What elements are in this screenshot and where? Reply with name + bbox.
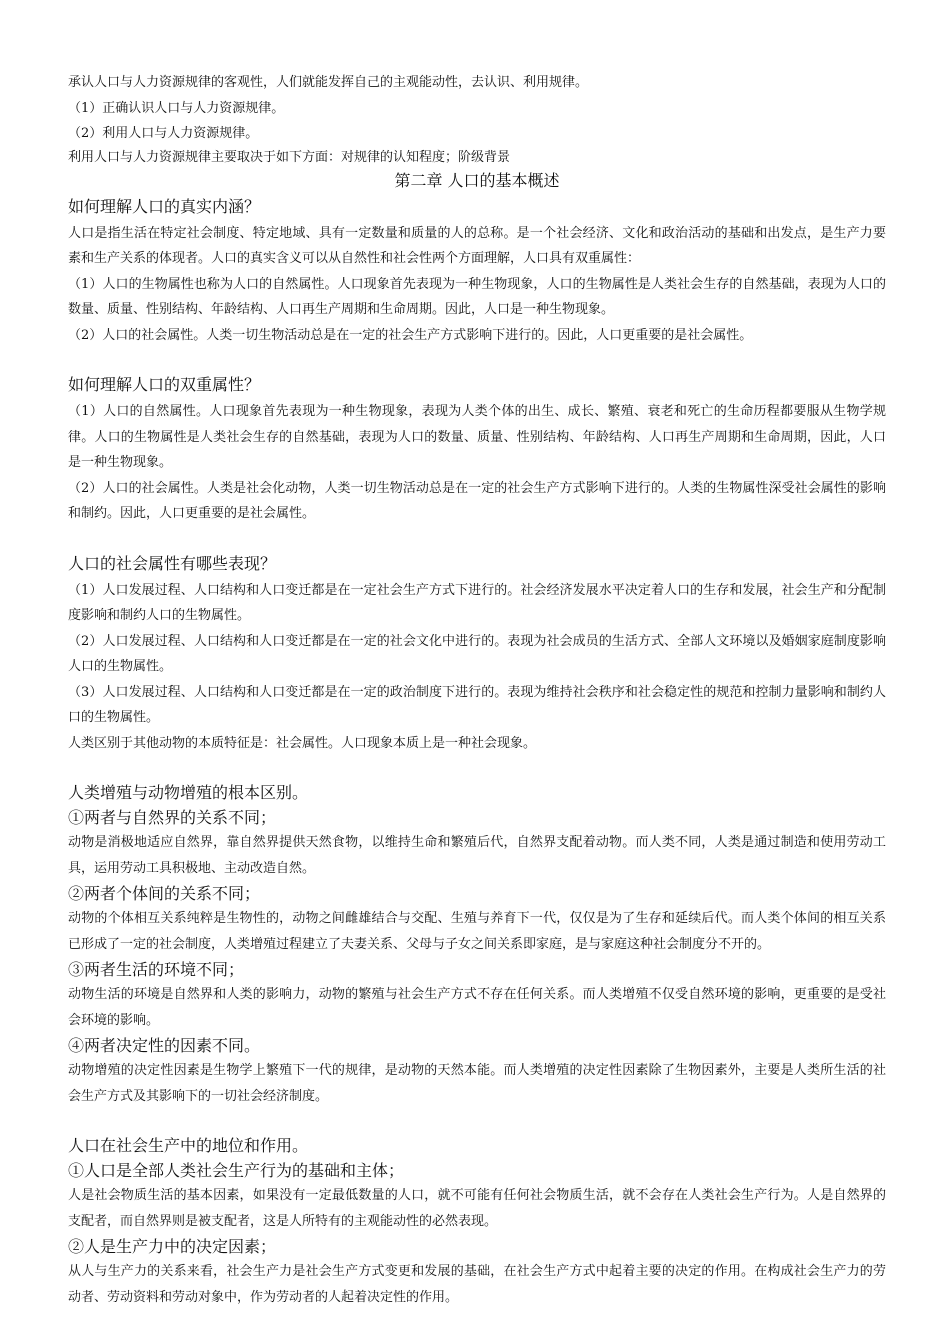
sub-paragraph: 从人与生产力的关系来看，社会生产力是社会生产方式变更和发展的基础，在社会生产方式中起着主要的决定的作用。在构成社会生产力的劳动者、劳动资料和劳动对象中，作为劳动者的人起着决定性的作用。 bbox=[68, 1264, 886, 1305]
section-heading-1: 如何理解人口的真实内涵？ bbox=[68, 196, 261, 216]
section-3-paragraph: 人类区别于其他动物的本质特征是：社会属性。人口现象本质上是一种社会现象。 bbox=[68, 735, 537, 751]
section-2-paragraph: （1）人口的自然属性。人口现象首先表现为一种生物现象，表现为人类个体的出生、成长、繁殖、衰老和死亡的生命历程都要服从生物学规律。人口的生物属性是人类社会生存的自然基础，表现为人口的数量、质量、性别结构、年龄结构、人口再生产周期和生命周期，因此，人口是一种生物现象。 bbox=[68, 404, 886, 470]
section-1-paragraph: 人口是指生活在特定社会制度、特定地域、具有一定数量和质量的人的总称。是一个社会经济、文化和政治活动的基础和出发点，是生产力要素和生产关系的体现者。人口的真实含义可以从自然性和社会性两个方面理解，人口具有双重属性： bbox=[68, 225, 886, 266]
section-heading-5: 人口在社会生产中的地位和作用。 bbox=[68, 1136, 309, 1155]
sub-paragraph: 人是社会物质生活的基本因素，如果没有一定最低数量的人口，就不可能有任何社会物质生活，就不会存在人类社会生产行为。人是自然界的支配者，而自然界则是被支配者，这是人所特有的主观能动性的必然表现。 bbox=[68, 1188, 886, 1229]
sub-paragraph: 动物的个体相互关系纯粹是生物性的，动物之间雌雄结合与交配、生殖与养育下一代，仅仅是为了生存和延续后代。而人类个体间的相互关系已形成了一定的社会制度，人类增殖过程建立了夫妻关系、父母与子女之间关系即家庭，是与家庭这种社会制度分不开的。 bbox=[68, 911, 886, 952]
section-heading-3: 人口的社会属性有哪些表现？ bbox=[68, 553, 277, 573]
section-2-paragraph: （2）人口的社会属性。人类是社会化动物，人类一切生物活动总是在一定的社会生产方式影响下进行的。人类的生物属性深受社会属性的影响和制约。因此，人口更重要的是社会属性。 bbox=[68, 480, 886, 521]
sub-paragraph: 动物是消极地适应自然界，靠自然界提供天然食物，以维持生命和繁殖后代，自然界支配着动物。而人类不同，人类是通过制造和使用劳动工具，运用劳动工具积极地、主动改造自然。 bbox=[68, 835, 886, 876]
section-3-paragraph: （1）人口发展过程、人口结构和人口变迁都是在一定社会生产方式下进行的。社会经济发展水平决定着人口的生存和发展，社会生产和分配制度影响和制约人口的生物属性。 bbox=[68, 582, 886, 623]
sub-paragraph: 动物增殖的决定性因素是生物学上繁殖下一代的规律，是动物的天然本能。而人类增殖的决定性因素除了生物因素外，主要是人类所生活的社会生产方式及其影响下的一切社会经济制度。 bbox=[68, 1063, 886, 1104]
spacer bbox=[68, 348, 886, 372]
sub-paragraph: 动物生活的环境是自然界和人类的影响力，动物的繁殖与社会生产方式不存在任何关系。而人类增殖不仅受自然环境的影响，更重要的是受社会环境的影响。 bbox=[68, 987, 886, 1028]
section-heading-4: 人类增殖与动物增殖的根本区别。 bbox=[68, 783, 309, 802]
subheading: ②人是生产力中的决定因素； bbox=[68, 1237, 277, 1256]
subheading: ②两者个体间的关系不同； bbox=[68, 884, 261, 903]
spacer bbox=[68, 527, 886, 551]
intro-line-2: （1）正确认识人口与人力资源规律。 bbox=[68, 100, 285, 116]
section-1-paragraph: （2）人口的社会属性。人类一切生物活动总是在一定的社会生产方式影响下进行的。因此，人口更重要的是社会属性。 bbox=[68, 327, 753, 343]
spacer bbox=[68, 756, 886, 780]
subheading: ③两者生活的环境不同； bbox=[68, 960, 245, 979]
section-3-paragraph: （3）人口发展过程、人口结构和人口变迁都是在一定的政治制度下进行的。表现为维持社会秩序和社会稳定性的规范和控制力量影响和制约人口的生物属性。 bbox=[68, 684, 886, 725]
subheading: ④两者决定性的因素不同。 bbox=[68, 1036, 261, 1055]
subheading: ①人口是全部人类社会生产行为的基础和主体； bbox=[68, 1161, 405, 1180]
section-1-paragraph: （1）人口的生物属性也称为人口的自然属性。人口现象首先表现为一种生物现象，人口的生物属性是人类社会生存的自然基础，表现为人口的数量、质量、性别结构、年龄结构、人口再生产周期和生命周期。因此，人口是一种生物现象。 bbox=[68, 276, 886, 317]
intro-line-3: （2）利用人口与人力资源规律。 bbox=[68, 126, 259, 141]
section-heading-2: 如何理解人口的双重属性？ bbox=[68, 375, 261, 394]
intro-line-1: 承认人口与人力资源规律的客观性，人们就能发挥自己的主观能动性，去认识、利用规律。 bbox=[68, 75, 589, 90]
subheading: ①两者与自然界的关系不同； bbox=[68, 808, 277, 827]
spacer bbox=[68, 1109, 886, 1133]
chapter-title: 第二章 人口的基本概述 bbox=[394, 170, 560, 190]
intro-line-4: 利用人口与人力资源规律主要取决于如下方面：对规律的认知程度；阶级背景 bbox=[68, 149, 511, 165]
section-3-paragraph: （2）人口发展过程、人口结构和人口变迁都是在一定的社会文化中进行的。表现为社会成员的生活方式、全部人文环境以及婚姻家庭制度影响人口的生物属性。 bbox=[68, 633, 886, 674]
document-page bbox=[68, 70, 886, 1310]
